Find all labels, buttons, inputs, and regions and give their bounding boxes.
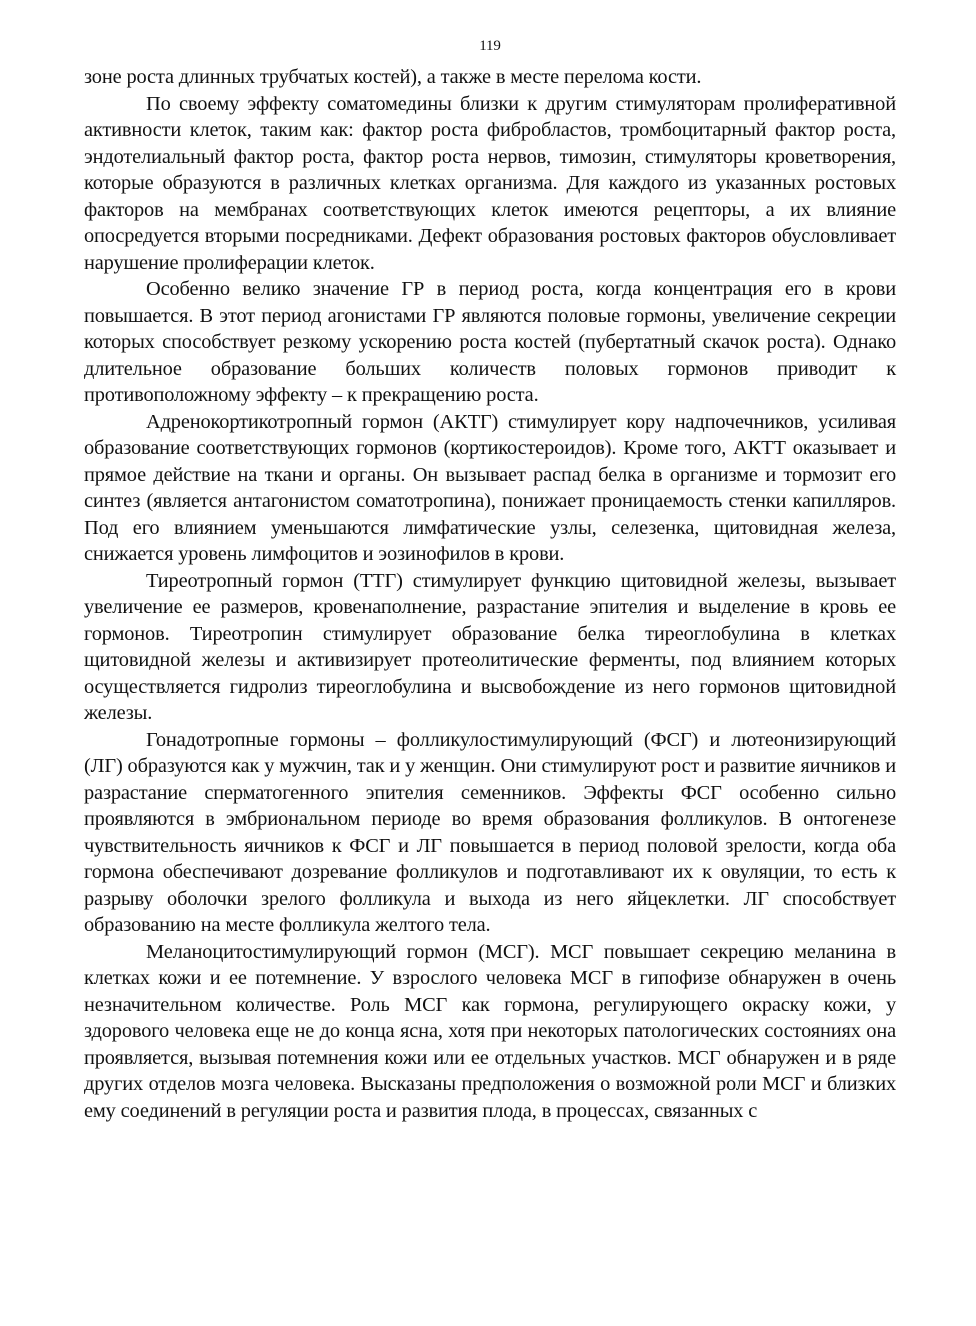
- document-page: [84, 36, 896, 1124]
- paragraph-growth-hormone: Особенно велико значение ГР в период роста, когда концентрация его в крови повышается. В этот период агонистами ГР являются половые гормоны, увеличение секреции которых способствует резкому ускорению роста костей (пубертатный скачок роста). Однако длительное образование больших количеств половых гормонов приводит к противоположному эффекту – к прекращению роста.: [84, 278, 896, 406]
- page-number: 119: [479, 38, 501, 54]
- paragraph-gonadotropins: Гонадотропные гормоны – фолликулостимулирующий (ФСГ) и лютеонизирующий (ЛГ) образуются как у мужчин, так и у женщин. Они стимулируют рост и развитие яичников и разрастание сперматогенного эпителия семенников. Эффекты ФСГ особенно сильно проявляются в эмбриональном периоде во время образования фолликулов. В онтогенезе чувствительность яичников к ФСГ и ЛГ повышается в период половой зрелости, когда оба гормона обеспечивают дозревание фолликулов и подготавливают их к овуляции, то есть к разрыву оболочки зрелого фолликула и выхода из него яйцеклетки. ЛГ способствует образованию на месте фолликула желтого тела.: [84, 728, 896, 936]
- paragraph-somatomedins: По своему эффекту соматомедины близки к другим стимуляторам пролиферативной активности клеток, таким как: фактор роста фибробластов, тромбоцитарный фактор роста, эндотелиальный фактор роста, фактор роста нервов, тимозин, стимуляторы кроветворения, которые образуются в различных клетках организма. Для каждого из указанных ростовых факторов на мембранах соответствующих клеток имеются рецепторы, а их влияние опосредуется вторыми посредниками. Дефект образования ростовых факторов обусловливает нарушение пролиферации клеток.: [84, 92, 896, 274]
- paragraph-continuation: зоне роста длинных трубчатых костей), а также в месте перелома кости.: [84, 66, 702, 88]
- paragraph-acth: Адренокортикотропный гормон (АКТГ) стимулирует кору надпочечников, усиливая образование соответствующих гормонов (кортикостероидов). Кроме того, АКТТ оказывает и прямое действие на ткани и органы. Он вызывает распад белка в организме и тормозит его синтез (является антагонистом соматотропина), понижает проницаемость стенки капилляров. Под его влиянием уменьшаются лимфатические узлы, селезенка, щитовидная железа, снижается уровень лимфоцитов и эозинофилов в крови.: [84, 410, 896, 565]
- paragraph-msh: Меланоцитостимулирующий гормон (МСГ). МСГ повышает секрецию меланина в клетках кожи и ее потемнение. У взрослого человека МСГ в гипофизе обнаружен в очень незначительном количестве. Роль МСГ как гормона, регулирующего окраску кожи, у здорового человека еще не до конца ясна, хотя при некоторых патологических состояниях она проявляется, вызывая потемнения кожи или ее отдельных участков. МСГ обнаружен и в ряде других отделов мозга человека. Высказаны предположения о возможной роли МСГ и близких ему соединений в регуляции роста и развития плода, в процессах, связанных с: [84, 940, 896, 1122]
- paragraph-tsh: Тиреотропный гормон (ТТГ) стимулирует функцию щитовидной железы, вызывает увеличение ее размеров, кровенаполнение, разрастание эпителия и выделение в кровь ее гормонов. Тиреотропин стимулирует образование белка тиреоглобулина в клетках щитовидной железы и активизирует протеолитические ферменты, под влиянием которых осуществляется гидролиз тиреоглобулина и высвобождение из него гормонов щитовидной железы.: [84, 569, 896, 724]
